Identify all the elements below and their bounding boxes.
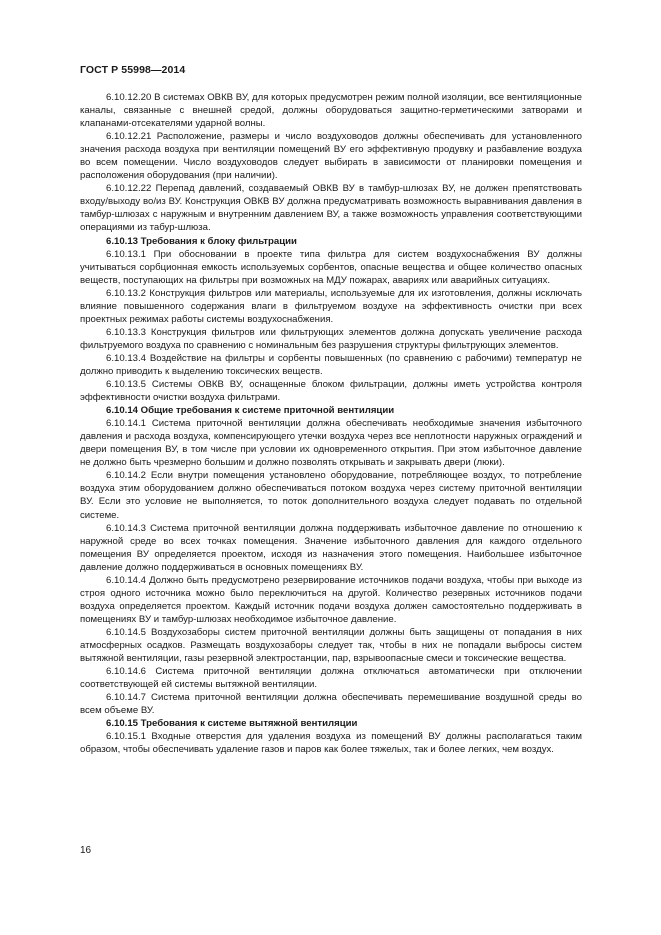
page-number: 16 — [80, 845, 92, 856]
section-heading: 6.10.13 Требования к блоку фильтрации — [106, 235, 297, 247]
paragraph: 6.10.13.2 Конструкция фильтров или материалы, используемые для их изготовления, должны исключать влияние повышенного содержания влаги в фильтруемом воздухе на эффективность очистки при всех проектных режимах работы системы воздухоснабжения. — [80, 287, 582, 325]
paragraph: 6.10.14.7 Система приточной вентиляции должна обеспечивать перемешивание воздушной среды во всем объеме ВУ. — [80, 692, 582, 717]
paragraph: 6.10.14.1 Система приточной вентиляции должна обеспечивать необходимые значения избыточного давления и расхода воздуха, компенсирующего утечки воздуха через все неплотности наружных ограждений и двери помещения ВУ, в том числе при условии их одновременного открытия. При этом избыточное давление не должно быть чрезмерно большим и должно позволять открывать и закрывать двери (люки). — [80, 418, 582, 469]
paragraph: 6.10.12.22 Перепад давлений, создаваемый ОВКВ ВУ в тамбур-шлюзах ВУ, не должен препятствовать входу/выходу во/из ВУ. Конструкция ОВКВ ВУ должна предусматривать возможность выравнивания давления в тамбур-шлюзах с наружным и внутренним давлением ВУ, а также возможность управления соответствующими операциями из табур-шлюза. — [80, 183, 582, 234]
paragraph: 6.10.14.6 Система приточной вентиляции должна отключаться автоматически при отключении соответствующей ей системы вытяжной вентиляции. — [80, 666, 582, 691]
paragraph: 6.10.13.1 При обосновании в проекте типа фильтра для систем воздухоснабжения ВУ должны учитываться сорбционная емкость используемых сорбентов, опасные вещества и общее количество опасных веществ, поступающих на фильтры при возможных на МДУ пожарах, авариях или аварийных ситуациях. — [80, 248, 582, 286]
paragraph: 6.10.12.20 В системах ОВКВ ВУ, для которых предусмотрен режим полной изоляции, все вентиляционные каналы, связанные с внешней средой, должны оборудоваться защитно-герметическими затворами и клапанами-отсекателями ударной волны. — [80, 92, 582, 130]
paragraph: 6.10.14.3 Система приточной вентиляции должна поддерживать избыточное давление по отношению к наружной среде во всех точках помещения. Значение избыточного давления для каждого отдельного помещения ВУ определяется проектом, исходя из назначения этого помещения. Наибольшее избыточное давление должно поддерживаться в основных помещениях ВУ. — [80, 522, 582, 573]
document-body — [80, 91, 582, 756]
section-heading: 6.10.14 Общие требования к системе приточной вентиляции — [106, 405, 395, 417]
paragraph: 6.10.15.1 Входные отверстия для удаления воздуха из помещений ВУ должны располагаться таким образом, чтобы обеспечивать удаление газов и паров как более тяжелых, так и более легких, чем воздух. — [80, 731, 582, 756]
paragraph: 6.10.12.21 Расположение, размеры и число воздуховодов должны обеспечивать для установленного значения расхода воздуха при вентиляции помещений ВУ его эффективную продувку и разбавление воздуха во всем помещении. Число воздуховодов следует выбирать в зависимости от планировки помещения и расположения оборудования (при наличии). — [80, 131, 582, 182]
paragraph: 6.10.13.3 Конструкция фильтров или фильтрующих элементов должна допускать увеличение расхода фильтруемого воздуха по сравнению с номинальным без разрушения структуры фильтрующих элементов. — [80, 326, 582, 351]
paragraph: 6.10.13.4 Воздействие на фильтры и сорбенты повышенных (по сравнению с рабочими) температур не должно приводить к выделению токсических веществ. — [80, 352, 582, 377]
paragraph: 6.10.13.5 Системы ОВКВ ВУ, оснащенные блоком фильтрации, должны иметь устройства контроля эффективности очистки воздуха фильтрами. — [80, 379, 582, 404]
paragraph: 6.10.14.5 Воздухозаборы систем приточной вентиляции должны быть защищены от попадания в них атмосферных осадков. Размещать воздухозаборы следует так, чтобы в них не попадали выбросы систем вытяжной вентиляции, газы резервной электростанции, пар, взрывоопасные смеси и токсические вещества. — [80, 626, 582, 665]
paragraph: 6.10.14.4 Должно быть предусмотрено резервирование источников подачи воздуха, чтобы при выходе из строя одного источника можно было переключиться на другой. Количество резервных источников подачи воздуха определяется проектом. Каждый источник подачи воздуха должен самостоятельно поддерживать в помещениях ВУ и тамбур-шлюзах необходимое избыточное давление. — [80, 574, 582, 625]
section-heading: 6.10.15 Требования к системе вытяжной вентиляции — [106, 718, 358, 730]
document-header: ГОСТ Р 55998—2014 — [80, 64, 186, 76]
paragraph: 6.10.14.2 Если внутри помещения установлено оборудование, потребляющее воздух, то потребление воздуха этим оборудованием должно обеспечиваться потоком воздуха через систему приточной вентиляции ВУ. Если это условие не выполняется, то поток дополнительного воздуха следует подавать по отдельной системе. — [80, 470, 582, 521]
